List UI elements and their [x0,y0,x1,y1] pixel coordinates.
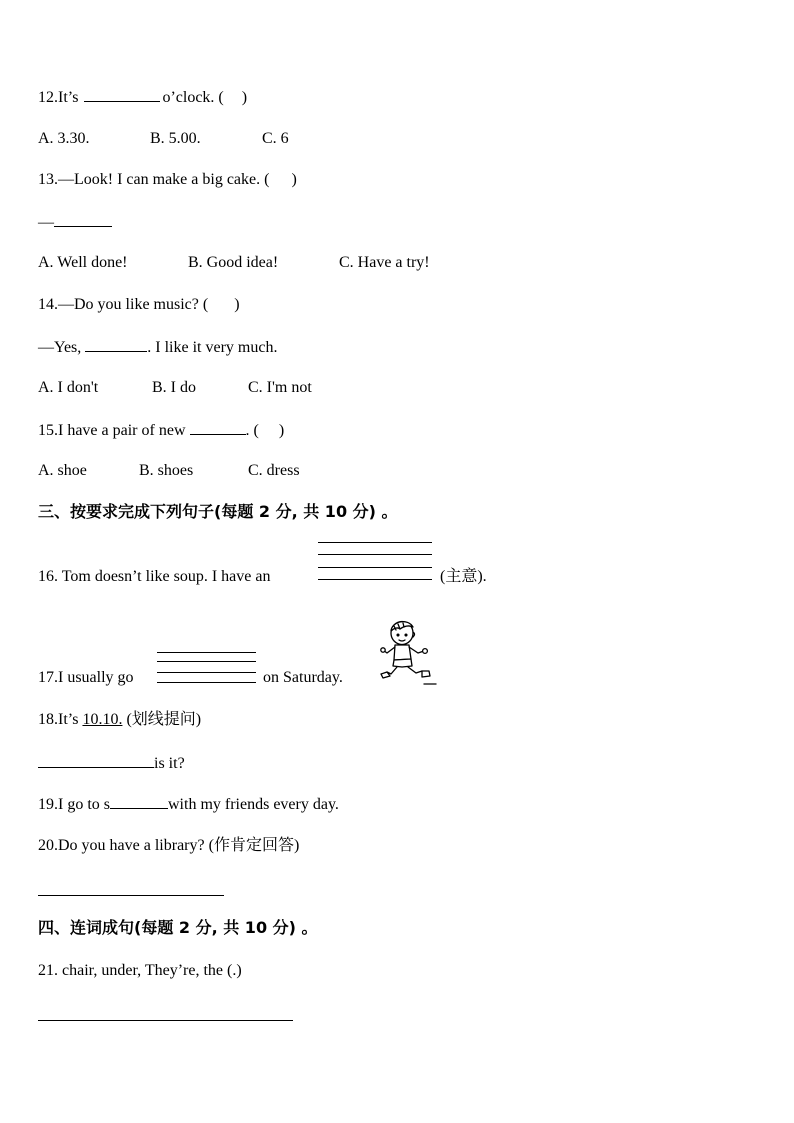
q15-stem: 15.I have a pair of new . ( ) [38,422,285,439]
q15-option-b[interactable]: B. shoes [139,462,194,479]
q14-option-a[interactable]: A. I don't [38,379,99,396]
section-3-title: 三、按要求完成下列句子(每题 2 分, 共 10 分) 。 [38,502,398,521]
q18-stem: 18.It’s 10.10. (划线提问) [38,711,202,728]
q14-blank[interactable] [85,337,147,352]
q21-answer-line[interactable] [38,1020,293,1021]
q12-option-b[interactable]: B. 5.00. [150,130,201,147]
q13-option-c[interactable]: C. Have a try! [339,254,430,271]
q15-options [38,461,300,481]
q13-stem: 13.—Look! I can make a big cake. ( ) [38,171,297,188]
q12-stem: 12.It’s o’clock. ( ) [38,89,248,106]
q12-option-c[interactable]: C. 6 [262,130,289,147]
section-4-title: 四、连词成句(每题 2 分, 共 10 分) 。 [38,918,318,937]
q13-option-b[interactable]: B. Good idea! [188,254,279,271]
q16-note: (主意). [440,568,487,585]
q13-reply: — [38,212,112,233]
running-boy-icon [378,617,440,687]
q16-answer-lines[interactable] [318,542,432,582]
q18-note: (划线提问) [126,711,202,728]
q18-reply: is it? [38,753,185,774]
q20-answer-line[interactable] [38,895,224,896]
q13-options [38,253,430,273]
q13-blank[interactable] [54,212,112,227]
q14-stem: 14.—Do you like music? ( ) [38,296,240,313]
q14-reply: —Yes, . I like it very much. [38,339,278,356]
q18-blank[interactable] [38,753,154,768]
q13-option-a[interactable]: A. Well done! [38,254,128,271]
q17-stem: 17.I usually go [38,669,134,686]
q19-stem: 19.I go to s with my friends every day. [38,796,339,813]
q17-tail: on Saturday. [263,669,343,686]
q14-option-c[interactable]: C. I'm not [248,379,312,396]
q16-stem: 16. Tom doesn’t like soup. I have an [38,568,271,585]
q15-blank[interactable] [190,420,246,435]
q12-option-a[interactable]: A. 3.30. [38,130,90,147]
q18-underlined-time: 10.10. [82,711,123,728]
q12-blank[interactable] [84,87,160,102]
q20-stem: 20.Do you have a library? (作肯定回答) [38,837,300,854]
q12-options [38,129,289,149]
q15-option-a[interactable]: A. shoe [38,462,87,479]
q21-stem: 21. chair, under, They’re, the (.) [38,962,242,979]
q15-option-c[interactable]: C. dress [248,462,300,479]
q19-blank[interactable] [110,794,168,809]
q14-options [38,378,312,398]
q17-answer-lines[interactable] [157,652,256,684]
q14-option-b[interactable]: B. I do [152,379,196,396]
